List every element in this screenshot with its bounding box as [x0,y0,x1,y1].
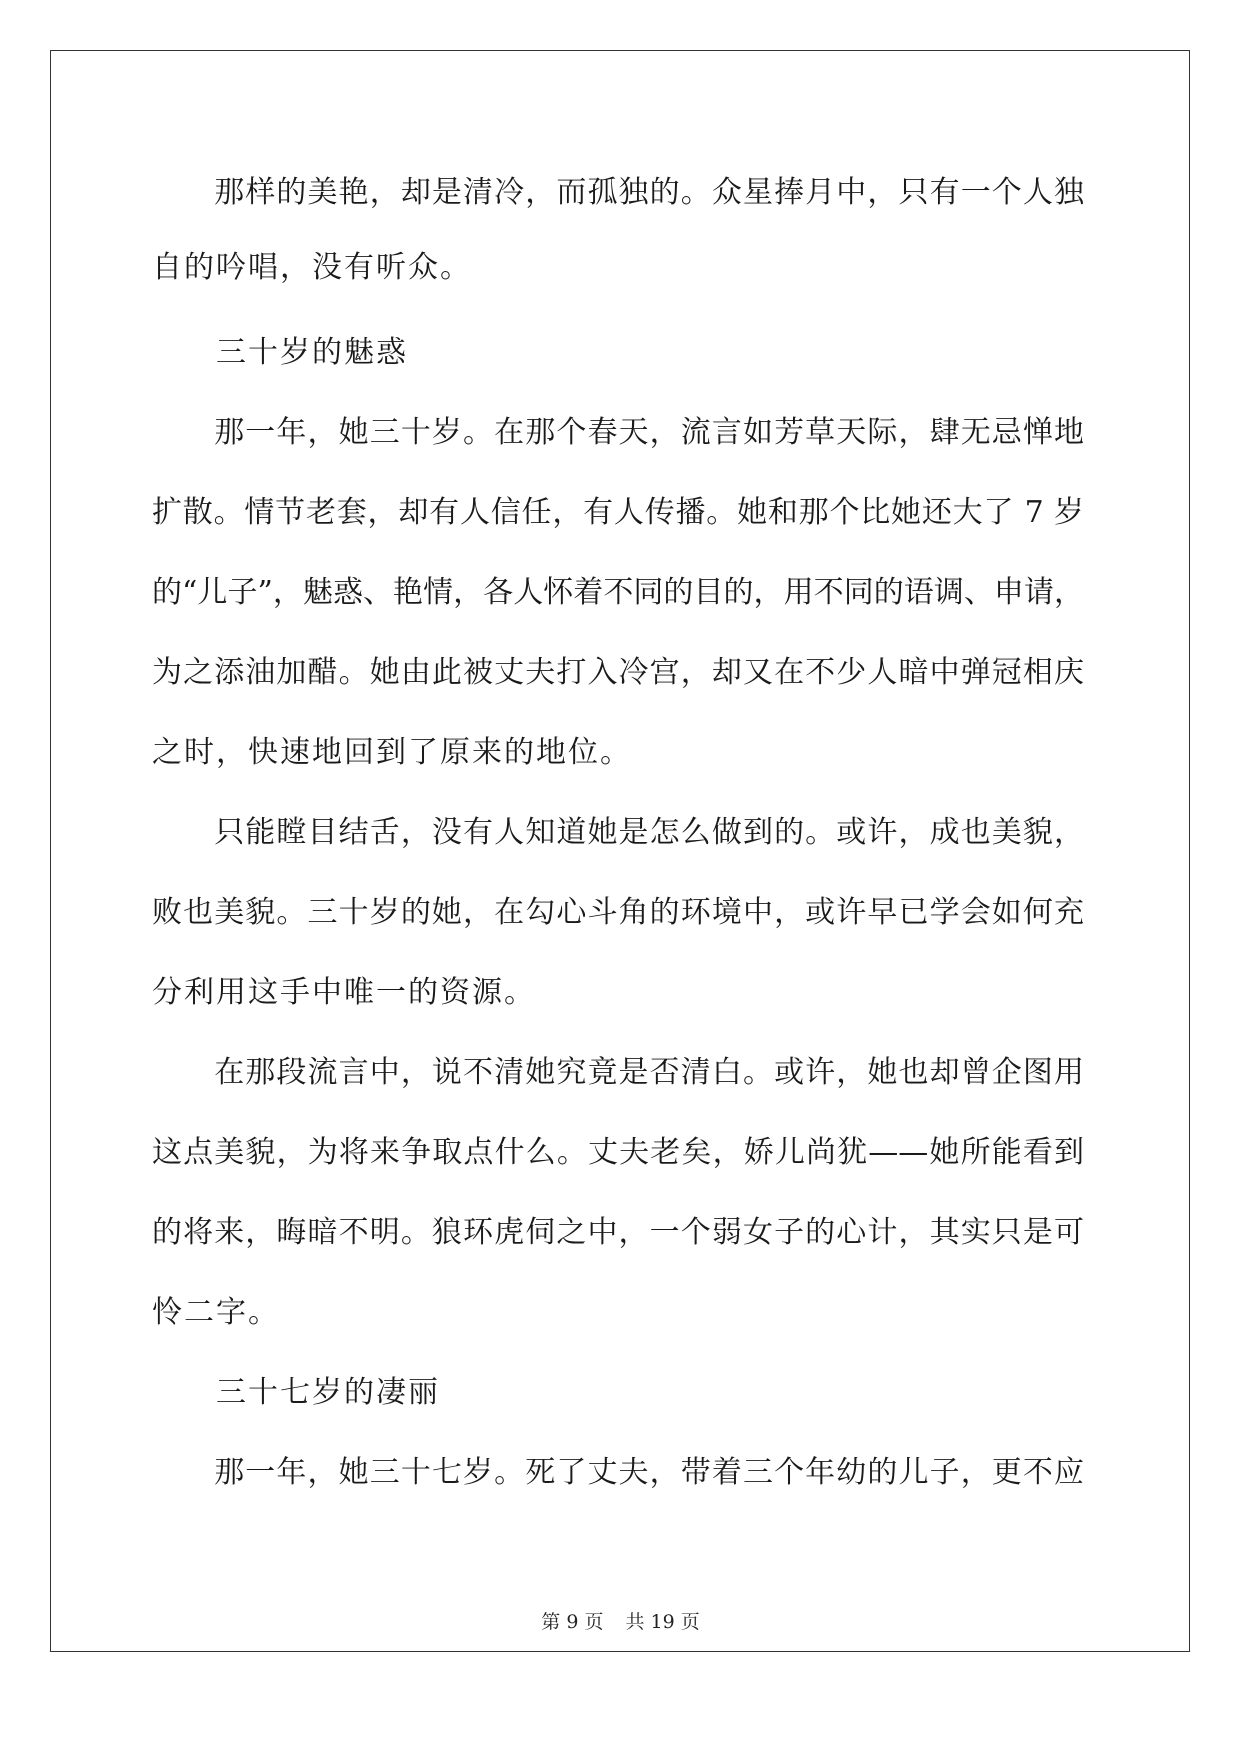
page-number: 第 9 页 [541,1611,604,1633]
text-line: 怜二字。 [152,1295,280,1330]
text-line: 为之添油加醋。她由此被丈夫打入冷宫，却又在不少人暗中弹冠相庆 [152,655,1084,690]
page-border [50,50,1190,1652]
text-line: 那一年，她三十七岁。死了丈夫，带着三个年幼的儿子，更不应 [152,1455,1084,1490]
text-line: 的“儿子”，魅惑、艳情，各人怀着不同的目的，用不同的语调、申请， [152,575,1084,610]
page-footer [0,1610,1241,1634]
text-line: 只能瞠目结舌，没有人知道她是怎么做到的。或许，成也美貌， [152,815,1084,850]
text-line: 这点美貌，为将来争取点什么。丈夫老矣，娇儿尚犹——她所能看到 [152,1135,1084,1170]
page-total: 共 19 页 [625,1611,700,1633]
section-heading: 三十七岁的凄丽 [152,1375,440,1410]
text-line: 败也美貌。三十岁的她，在勾心斗角的环境中，或许早已学会如何充 [152,895,1084,930]
text-line: 之时，快速地回到了原来的地位。 [152,735,632,770]
text-line: 分利用这手中唯一的资源。 [152,975,536,1010]
text-line: 的将来，晦暗不明。狼环虎伺之中，一个弱女子的心计，其实只是可 [152,1215,1084,1250]
text-line: 那样的美艳，却是清冷，而孤独的。众星捧月中，只有一个人独 [152,175,1084,210]
section-heading: 三十岁的魅惑 [152,335,408,370]
text-line: 在那段流言中，说不清她究竟是否清白。或许，她也却曾企图用 [152,1055,1084,1090]
text-line: 那一年，她三十岁。在那个春天，流言如芳草天际，肆无忌惮地 [152,415,1084,450]
text-line: 自的吟唱，没有听众。 [152,250,472,285]
text-line: 扩散。情节老套，却有人信任，有人传播。她和那个比她还大了 7 岁 [152,495,1084,530]
